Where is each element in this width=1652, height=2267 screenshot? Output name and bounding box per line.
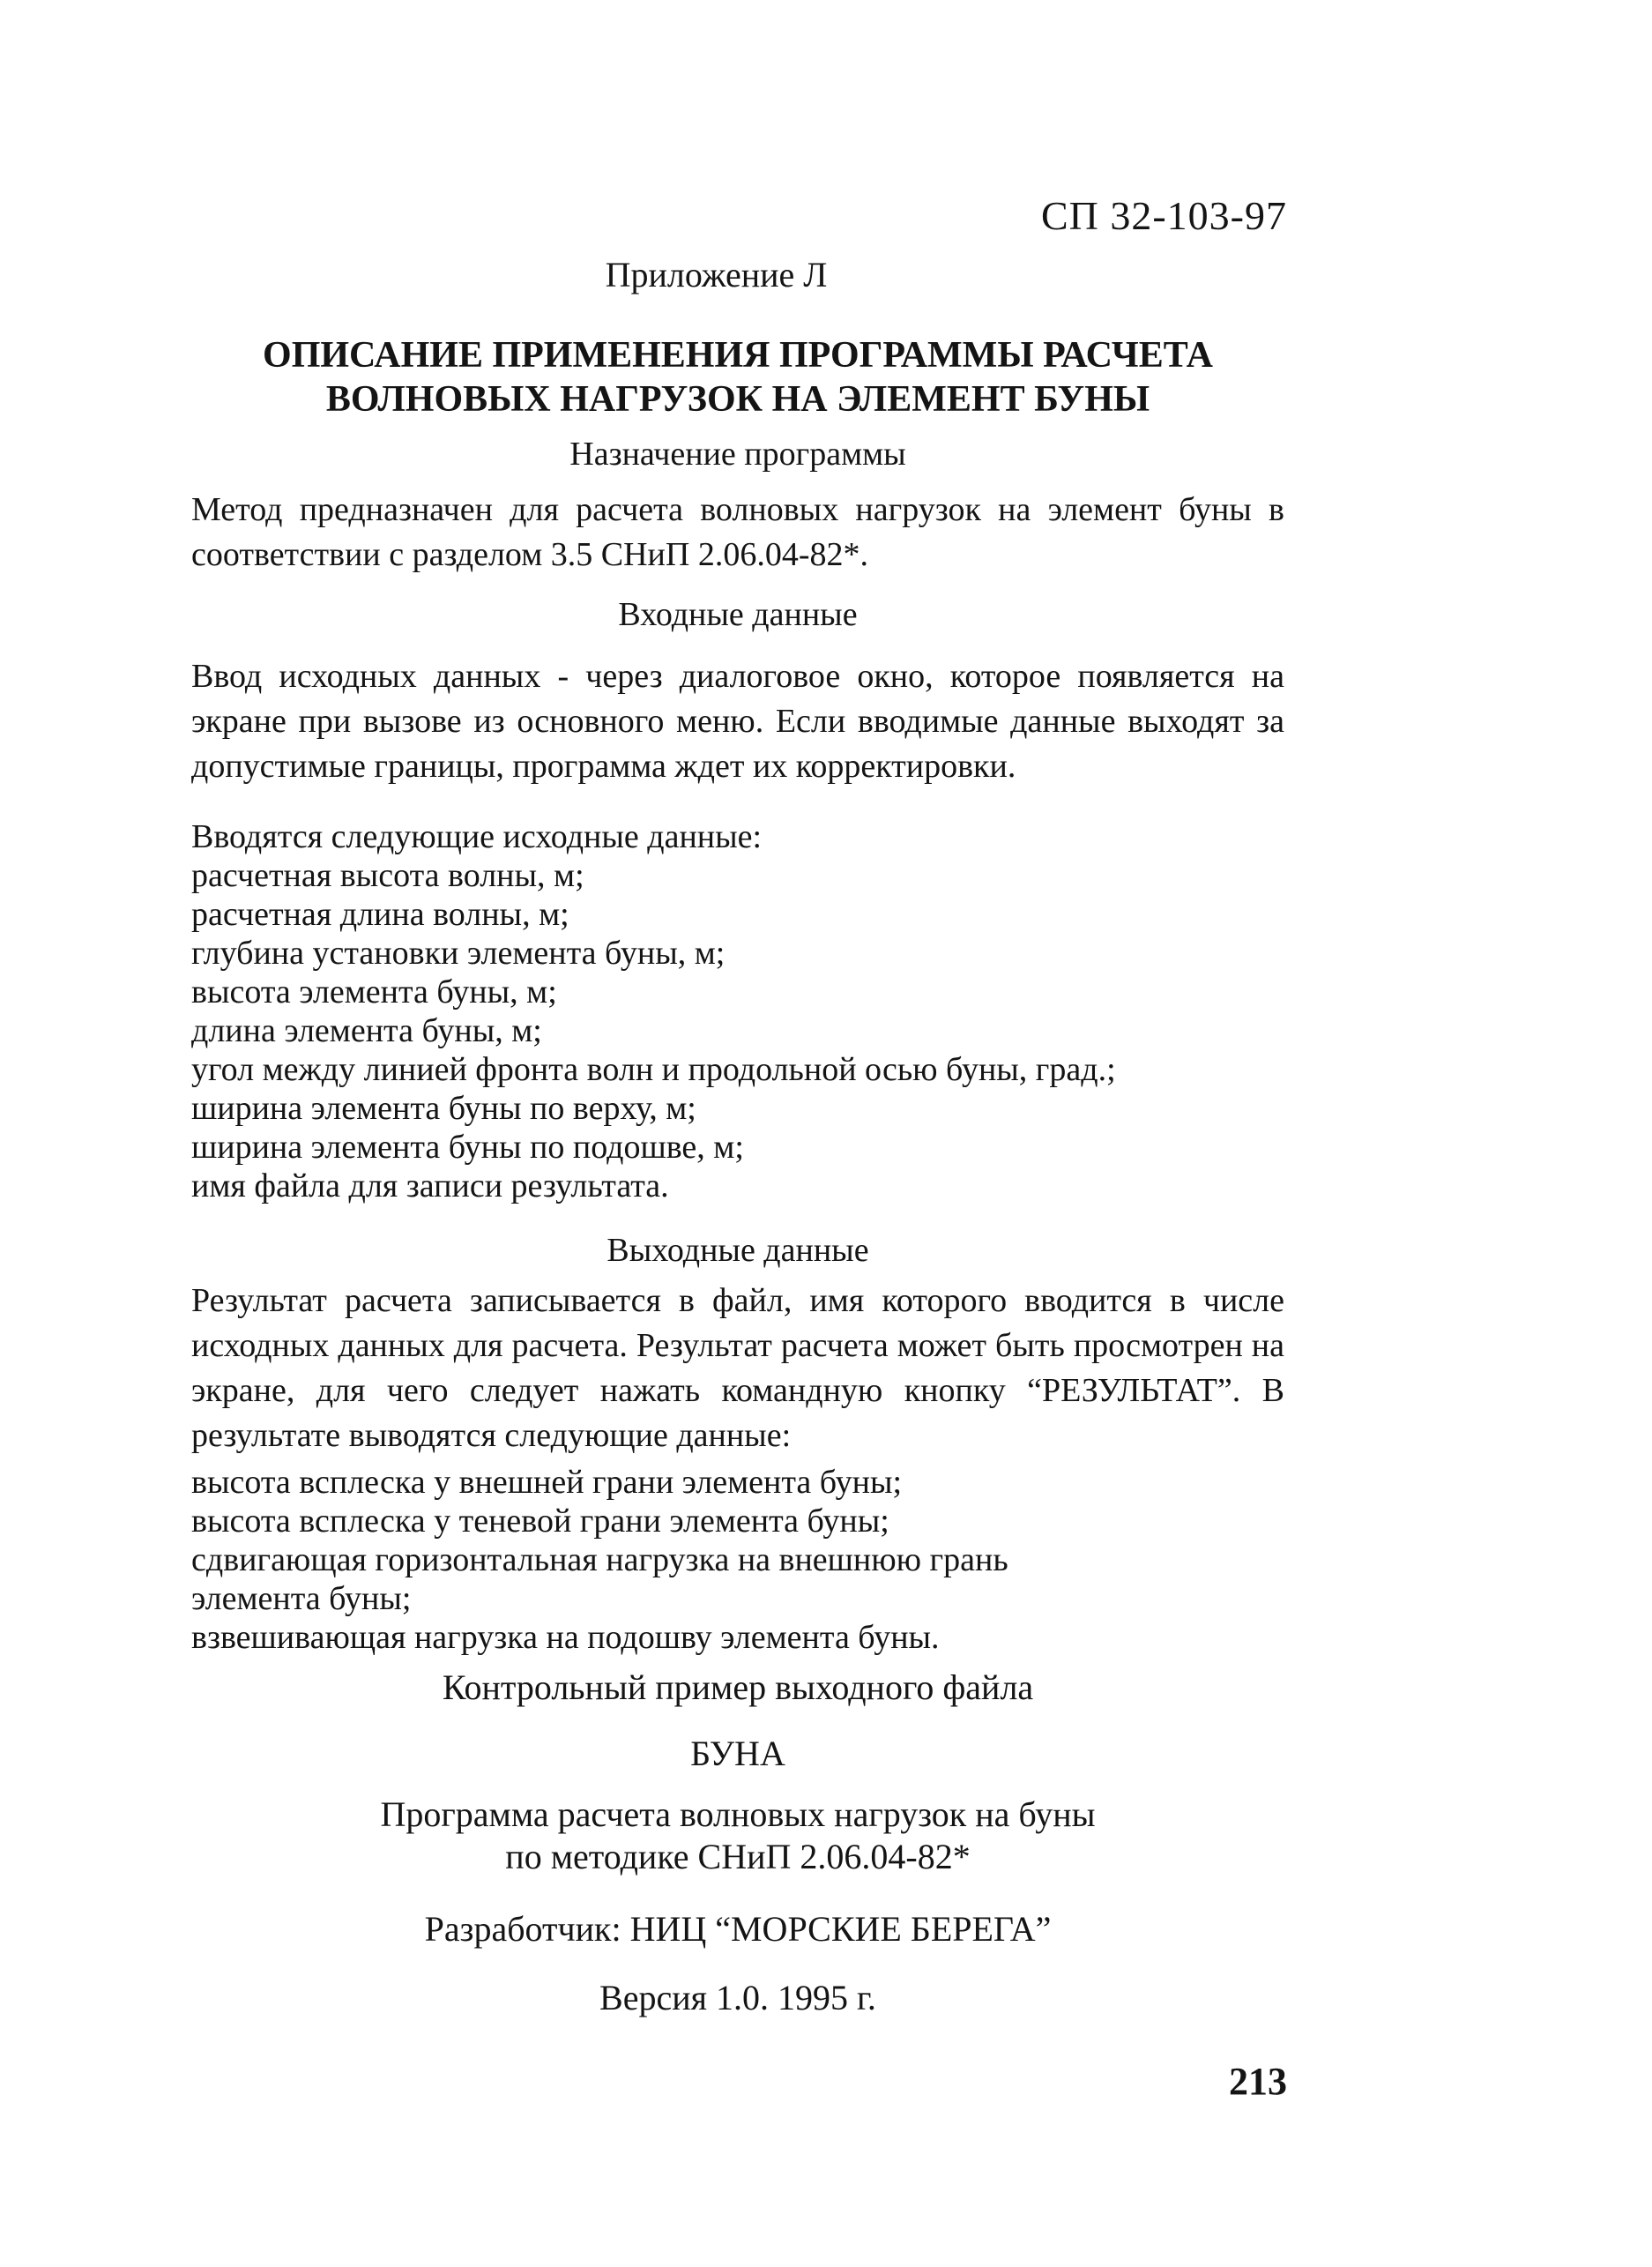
example-heading: Контрольный пример выходного файла bbox=[442, 1667, 1034, 1707]
output-paragraph: Результат расчета записывается в файл, имя которого вводится в числе исходных данных для расчета. Результат расчета может быть просмотрен на экране, для чего следует нажать командную кнопку “РЕЗУЛЬТАТ”. В результате выводятся следующие данные: bbox=[191, 1282, 1284, 1454]
list-item: расчетная длина волны, м; bbox=[191, 896, 569, 933]
example-version: Версия 1.0. 1995 г. bbox=[599, 1978, 876, 2017]
document-code: СП 32-103-97 bbox=[1040, 193, 1287, 238]
list-item: расчетная высота волны, м; bbox=[191, 857, 584, 894]
list-item: высота всплеска у теневой грани элемента буны; bbox=[191, 1503, 889, 1540]
list-item: длина элемента буны, м; bbox=[191, 1012, 542, 1049]
example-developer: Разработчик: НИЦ “МОРСКИЕ БЕРЕГА” bbox=[424, 1909, 1052, 1949]
input-data-list bbox=[191, 817, 1302, 1205]
input-heading: Входные данные bbox=[618, 596, 858, 633]
example-name: БУНА bbox=[690, 1734, 785, 1773]
list-item: взвешивающая нагрузка на подошву элемента буны. bbox=[191, 1619, 940, 1656]
output-heading: Выходные данные bbox=[606, 1232, 869, 1269]
list-item: элемента буны; bbox=[191, 1580, 412, 1617]
list-item: имя файла для записи результата. bbox=[191, 1167, 669, 1204]
main-title-line-2: ВОЛНОВЫХ НАГРУЗОК НА ЭЛЕМЕНТ БУНЫ bbox=[325, 379, 1150, 420]
list-item: высота всплеска у внешней грани элемента буны; bbox=[191, 1464, 903, 1501]
page-number: 213 bbox=[1229, 2060, 1287, 2103]
purpose-paragraph: Метод предназначен для расчета волновых нагрузок на элемент буны в соответствии с разделом 3.5 СНиП 2.06.04-82*. bbox=[191, 491, 1284, 573]
list-item: ширина элемента буны по подошве, м; bbox=[191, 1129, 744, 1166]
list-item: высота элемента буны, м; bbox=[191, 973, 557, 1010]
appendix-label: Приложение Л bbox=[605, 255, 828, 295]
list-item: угол между линией фронта волн и продольной осью буны, град.; bbox=[191, 1051, 1116, 1088]
input-paragraph: Ввод исходных данных - через диалоговое окно, которое появляется на экране при вызове из основного меню. Если вводимые данные выходят за допустимые границы, программа ждет их корректировки. bbox=[191, 658, 1284, 785]
example-program-line-1: Программа расчета волновых нагрузок на буны bbox=[380, 1794, 1096, 1834]
list-item: глубина установки элемента буны, м; bbox=[191, 935, 726, 972]
example-program-line-2: по методике СНиП 2.06.04-82* bbox=[505, 1837, 971, 1876]
list-item: Вводятся следующие исходные данные: bbox=[191, 818, 763, 855]
list-item: сдвигающая горизонтальная нагрузка на внешнюю грань bbox=[191, 1541, 1008, 1578]
list-item: ширина элемента буны по верху, м; bbox=[191, 1090, 696, 1127]
output-data-list bbox=[191, 1463, 1302, 1657]
purpose-heading: Назначение программы bbox=[569, 436, 906, 473]
main-title bbox=[191, 333, 1284, 421]
example-program-description bbox=[191, 1793, 1284, 1878]
main-title-line-1: ОПИСАНИЕ ПРИМЕНЕНИЯ ПРОГРАММЫ РАСЧЕТА bbox=[263, 335, 1213, 376]
